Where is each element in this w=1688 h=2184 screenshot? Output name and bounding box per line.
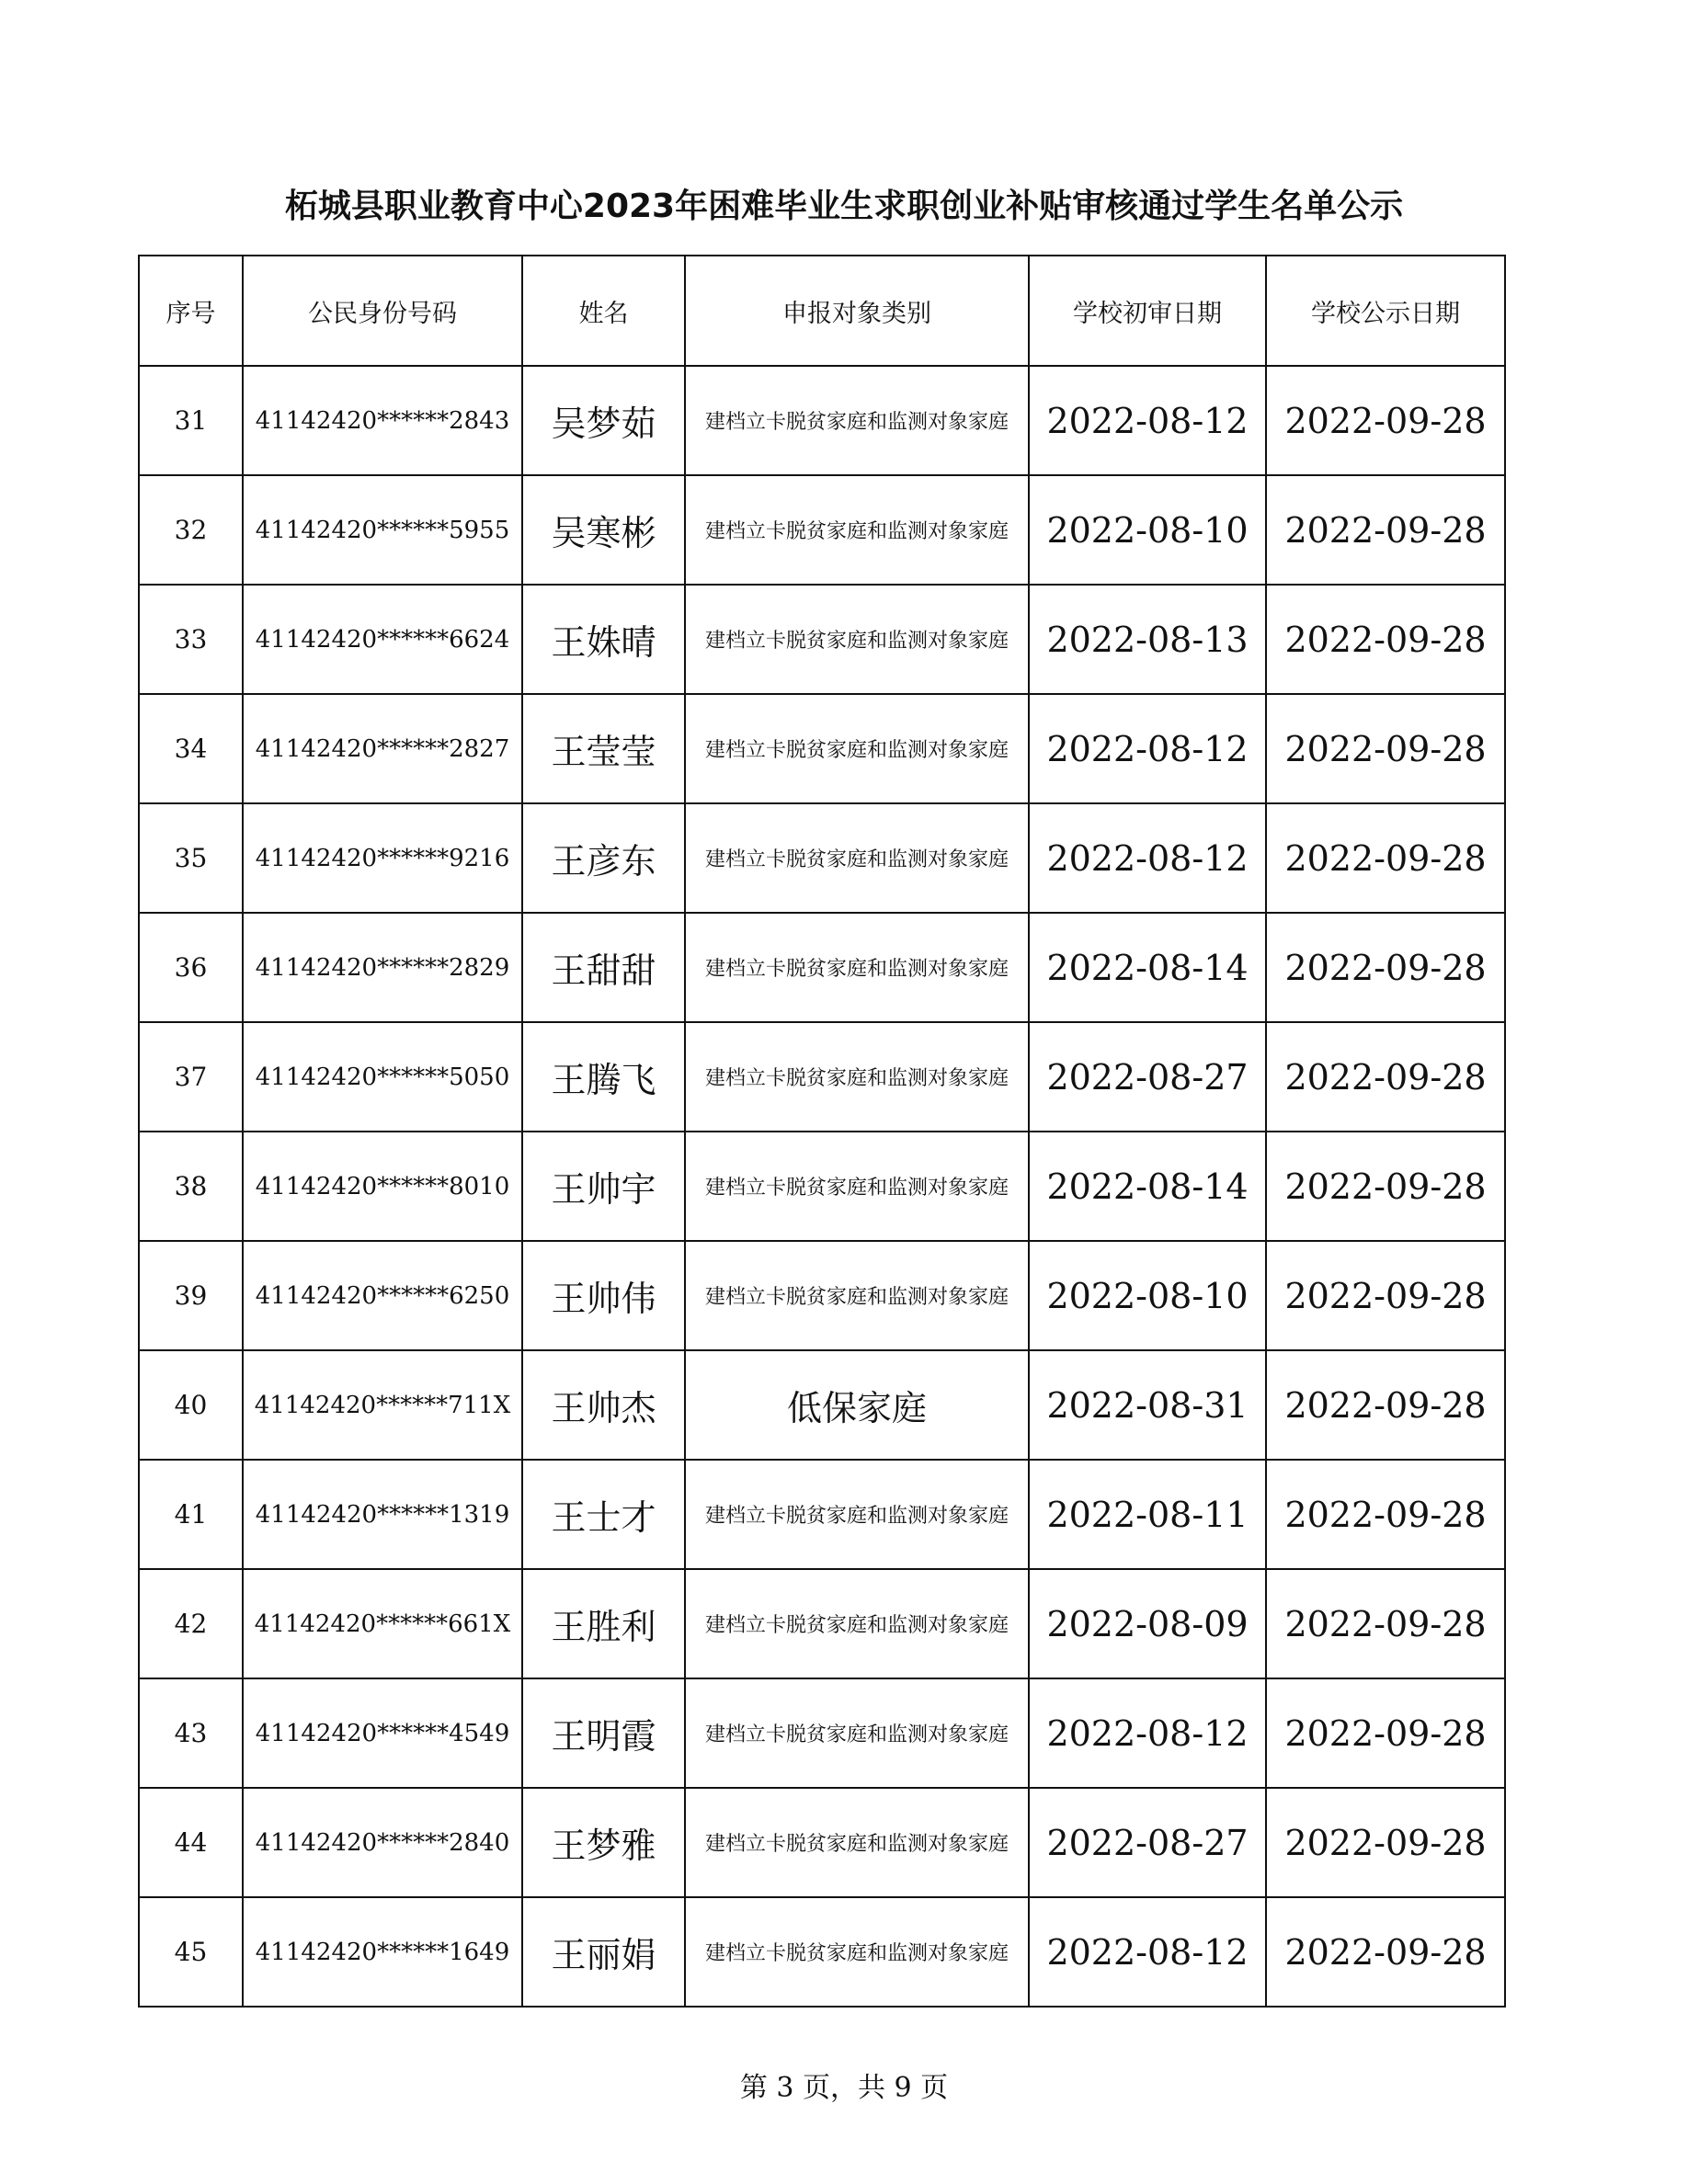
cell-publish-date: 2022-09-28 (1266, 694, 1505, 803)
cell-seq: 37 (139, 1022, 243, 1132)
header-review-date: 学校初审日期 (1029, 256, 1266, 366)
cell-review-date: 2022-08-12 (1029, 366, 1266, 475)
cell-category: 建档立卡脱贫家庭和监测对象家庭 (685, 366, 1029, 475)
cell-id: 41142420******6250 (243, 1241, 522, 1350)
cell-name: 王腾飞 (522, 1022, 685, 1132)
roster-table (138, 255, 1506, 2008)
cell-name: 王莹莹 (522, 694, 685, 803)
cell-category: 低保家庭 (685, 1350, 1029, 1460)
header-id: 公民身份号码 (243, 256, 522, 366)
cell-review-date: 2022-08-14 (1029, 1132, 1266, 1241)
table-row (139, 1897, 1505, 2007)
cell-category: 建档立卡脱贫家庭和监测对象家庭 (685, 585, 1029, 694)
cell-review-date: 2022-08-27 (1029, 1022, 1266, 1132)
table-row (139, 1132, 1505, 1241)
table-row (139, 1350, 1505, 1460)
cell-category: 建档立卡脱贫家庭和监测对象家庭 (685, 1132, 1029, 1241)
table-row (139, 1788, 1505, 1897)
cell-name: 王丽娟 (522, 1897, 685, 2007)
cell-publish-date: 2022-09-28 (1266, 1678, 1505, 1788)
cell-category: 建档立卡脱贫家庭和监测对象家庭 (685, 803, 1029, 913)
cell-review-date: 2022-08-14 (1029, 913, 1266, 1022)
cell-review-date: 2022-08-10 (1029, 1241, 1266, 1350)
cell-category: 建档立卡脱贫家庭和监测对象家庭 (685, 1678, 1029, 1788)
cell-name: 王彦东 (522, 803, 685, 913)
cell-review-date: 2022-08-12 (1029, 1678, 1266, 1788)
cell-review-date: 2022-08-12 (1029, 694, 1266, 803)
page-footer: 第 3 页，共 9 页 (739, 2072, 949, 2104)
table-row (139, 475, 1505, 585)
cell-id: 41142420******711X (243, 1350, 522, 1460)
cell-name: 王梦雅 (522, 1788, 685, 1897)
cell-publish-date: 2022-09-28 (1266, 913, 1505, 1022)
page-title: 柘城县职业教育中心2023年困难毕业生求职创业补贴审核通过学生名单公示 (284, 188, 1404, 225)
table-row (139, 585, 1505, 694)
cell-category: 建档立卡脱贫家庭和监测对象家庭 (685, 475, 1029, 585)
cell-id: 41142420******2829 (243, 913, 522, 1022)
cell-id: 41142420******8010 (243, 1132, 522, 1241)
cell-name: 王帅杰 (522, 1350, 685, 1460)
table-row (139, 1241, 1505, 1350)
table-header-row (139, 256, 1505, 366)
cell-review-date: 2022-08-10 (1029, 475, 1266, 585)
cell-seq: 31 (139, 366, 243, 475)
cell-name: 吴梦茹 (522, 366, 685, 475)
header-category: 申报对象类别 (685, 256, 1029, 366)
cell-publish-date: 2022-09-28 (1266, 1241, 1505, 1350)
cell-id: 41142420******2827 (243, 694, 522, 803)
cell-seq: 34 (139, 694, 243, 803)
cell-review-date: 2022-08-13 (1029, 585, 1266, 694)
cell-review-date: 2022-08-12 (1029, 803, 1266, 913)
cell-seq: 41 (139, 1460, 243, 1569)
cell-review-date: 2022-08-11 (1029, 1460, 1266, 1569)
cell-seq: 36 (139, 913, 243, 1022)
cell-seq: 39 (139, 1241, 243, 1350)
cell-id: 41142420******4549 (243, 1678, 522, 1788)
cell-seq: 42 (139, 1569, 243, 1678)
cell-seq: 43 (139, 1678, 243, 1788)
cell-name: 吴寒彬 (522, 475, 685, 585)
cell-seq: 45 (139, 1897, 243, 2007)
cell-id: 41142420******1649 (243, 1897, 522, 2007)
cell-id: 41142420******2840 (243, 1788, 522, 1897)
cell-id: 41142420******5955 (243, 475, 522, 585)
table-body (139, 366, 1505, 2007)
cell-publish-date: 2022-09-28 (1266, 1460, 1505, 1569)
cell-review-date: 2022-08-31 (1029, 1350, 1266, 1460)
table-row (139, 913, 1505, 1022)
cell-publish-date: 2022-09-28 (1266, 1350, 1505, 1460)
cell-seq: 44 (139, 1788, 243, 1897)
cell-publish-date: 2022-09-28 (1266, 475, 1505, 585)
cell-category: 建档立卡脱贫家庭和监测对象家庭 (685, 1897, 1029, 2007)
cell-category: 建档立卡脱贫家庭和监测对象家庭 (685, 694, 1029, 803)
cell-id: 41142420******5050 (243, 1022, 522, 1132)
table-row (139, 1569, 1505, 1678)
table-row (139, 1022, 1505, 1132)
header-name: 姓名 (522, 256, 685, 366)
cell-name: 王帅宇 (522, 1132, 685, 1241)
cell-review-date: 2022-08-09 (1029, 1569, 1266, 1678)
cell-name: 王帅伟 (522, 1241, 685, 1350)
table-row (139, 366, 1505, 475)
cell-publish-date: 2022-09-28 (1266, 1569, 1505, 1678)
cell-publish-date: 2022-09-28 (1266, 366, 1505, 475)
header-publish-date: 学校公示日期 (1266, 256, 1505, 366)
cell-seq: 32 (139, 475, 243, 585)
table-row (139, 1678, 1505, 1788)
cell-seq: 40 (139, 1350, 243, 1460)
cell-name: 王甜甜 (522, 913, 685, 1022)
cell-publish-date: 2022-09-28 (1266, 1022, 1505, 1132)
cell-publish-date: 2022-09-28 (1266, 1788, 1505, 1897)
cell-category: 建档立卡脱贫家庭和监测对象家庭 (685, 1569, 1029, 1678)
cell-publish-date: 2022-09-28 (1266, 803, 1505, 913)
cell-review-date: 2022-08-27 (1029, 1788, 1266, 1897)
cell-id: 41142420******9216 (243, 803, 522, 913)
cell-name: 王姝晴 (522, 585, 685, 694)
table-row (139, 1460, 1505, 1569)
cell-seq: 33 (139, 585, 243, 694)
cell-category: 建档立卡脱贫家庭和监测对象家庭 (685, 1241, 1029, 1350)
cell-name: 王明霞 (522, 1678, 685, 1788)
cell-publish-date: 2022-09-28 (1266, 1897, 1505, 2007)
header-seq: 序号 (139, 256, 243, 366)
cell-publish-date: 2022-09-28 (1266, 585, 1505, 694)
cell-id: 41142420******6624 (243, 585, 522, 694)
table-row (139, 803, 1505, 913)
cell-seq: 35 (139, 803, 243, 913)
cell-name: 王胜利 (522, 1569, 685, 1678)
cell-id: 41142420******661X (243, 1569, 522, 1678)
cell-category: 建档立卡脱贫家庭和监测对象家庭 (685, 1788, 1029, 1897)
cell-id: 41142420******1319 (243, 1460, 522, 1569)
cell-seq: 38 (139, 1132, 243, 1241)
cell-category: 建档立卡脱贫家庭和监测对象家庭 (685, 1460, 1029, 1569)
cell-publish-date: 2022-09-28 (1266, 1132, 1505, 1241)
cell-name: 王士才 (522, 1460, 685, 1569)
table-row (139, 694, 1505, 803)
cell-category: 建档立卡脱贫家庭和监测对象家庭 (685, 1022, 1029, 1132)
cell-category: 建档立卡脱贫家庭和监测对象家庭 (685, 913, 1029, 1022)
cell-id: 41142420******2843 (243, 366, 522, 475)
cell-review-date: 2022-08-12 (1029, 1897, 1266, 2007)
